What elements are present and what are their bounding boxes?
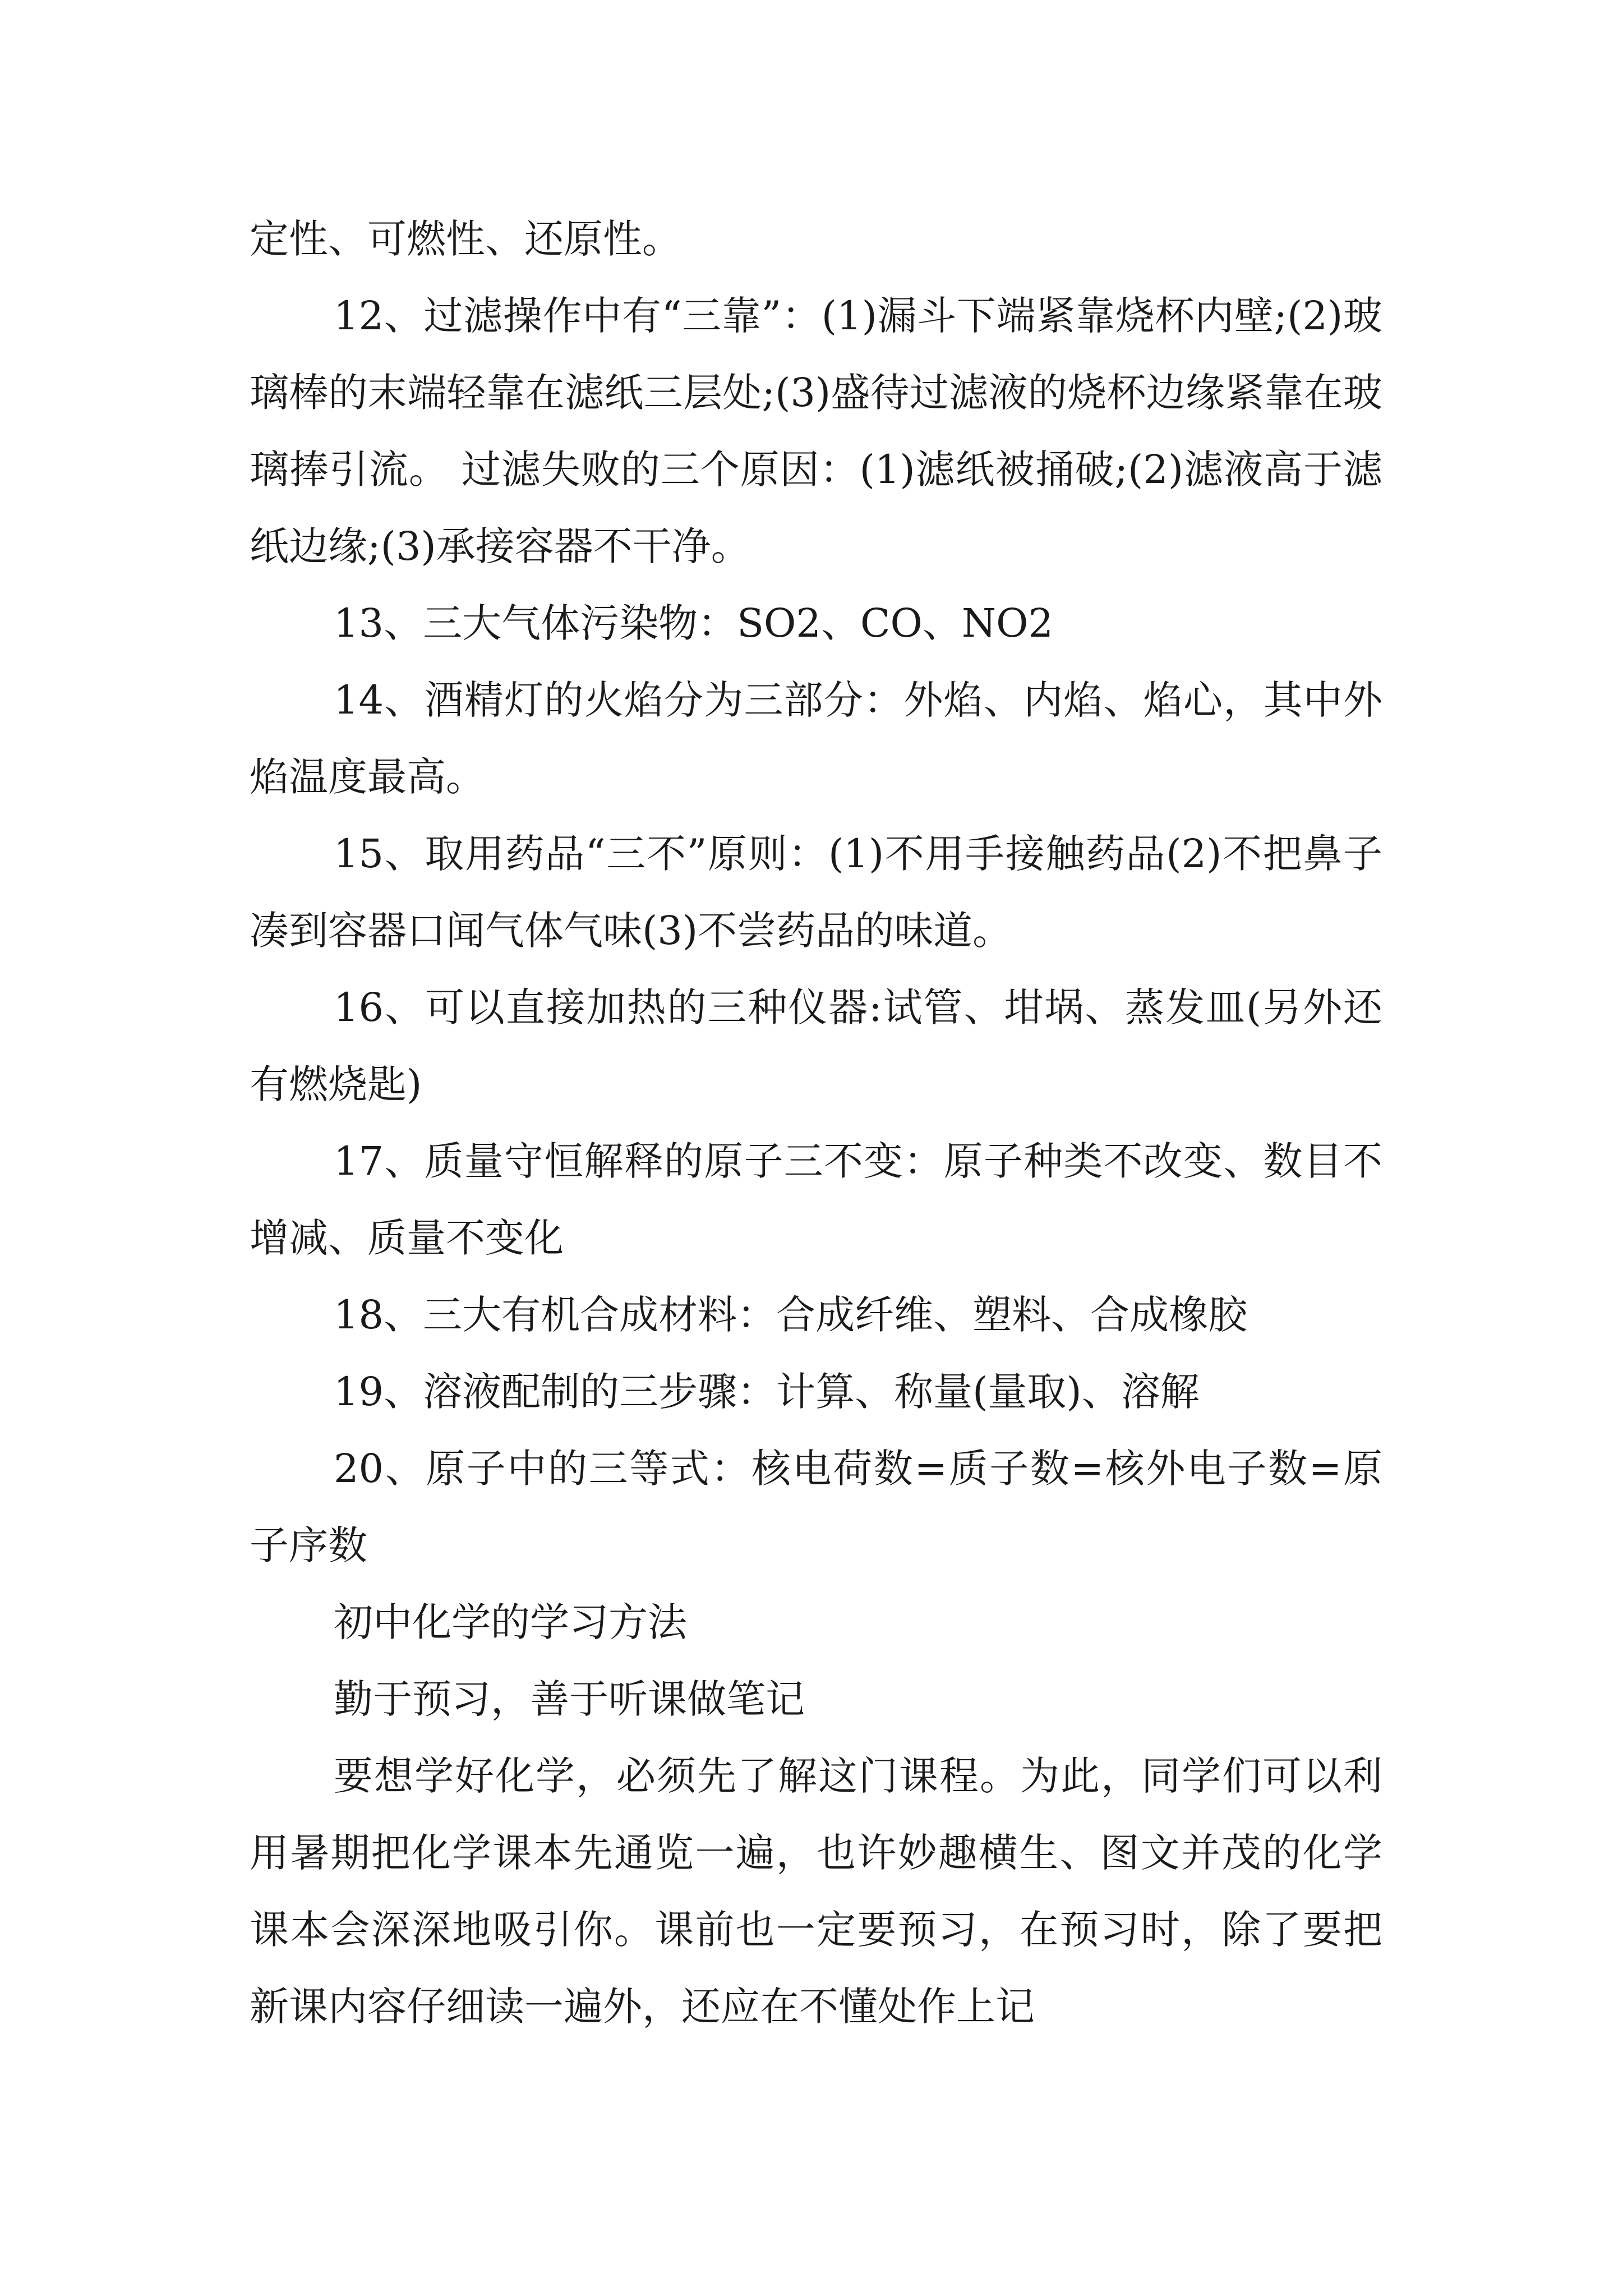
paragraph-item-17-conservation: 17、质量守恒解释的原子三不变：原子种类不改变、数目不增减、质量不变化: [250, 1138, 1382, 1261]
document-body: [250, 201, 1382, 2045]
paragraph-study-advice: 要想学好化学，必须先了解这门课程。为此，同学们可以利用暑期把化学课本先通览一遍，也许妙趣横生、图文并茂的化学课本会深深地吸引你。课前也一定要预习，在预习时，除了要把新课内容仔细读一遍外，还应在不懂处作上记: [250, 1753, 1382, 2030]
section-heading-study-methods: 初中化学的学习方法: [334, 1599, 687, 1645]
paragraph-item-19-solution: 19、溶液配制的三步骤：计算、称量(量取)、溶解: [334, 1369, 1200, 1415]
paragraph-item-13-pollutants: 13、三大气体污染物：SO2、CO、NO2: [334, 600, 1054, 646]
paragraph-continuation: 定性、可燃性、还原性。: [250, 216, 681, 262]
paragraph-item-18-materials: 18、三大有机合成材料：合成纤维、塑料、合成橡胶: [334, 1292, 1248, 1338]
subheading-preview-notes: 勤于预习，善于听课做笔记: [334, 1676, 805, 1722]
paragraph-item-12-filtration: 12、过滤操作中有“三靠”：(1)漏斗下端紧靠烧杯内壁;(2)玻璃棒的末端轻靠在滤纸三层处;(3)盛待过滤液的烧杯边缘紧靠在玻璃捧引流。 过滤失败的三个原因：(1)滤纸被捅破;(2)滤液高于滤纸边缘;(3)承接容器不干净。: [250, 293, 1382, 569]
paragraph-item-20-atom: 20、原子中的三等式：核电荷数=质子数=核外电子数=原子序数: [250, 1446, 1382, 1568]
paragraph-item-16-heating: 16、可以直接加热的三种仪器:试管、坩埚、蒸发皿(另外还有燃烧匙): [250, 984, 1382, 1107]
paragraph-item-14-flame: 14、酒精灯的火焰分为三部分：外焰、内焰、焰心，其中外焰温度最高。: [250, 677, 1382, 800]
paragraph-item-15-reagents: 15、取用药品“三不”原则：(1)不用手接触药品(2)不把鼻子凑到容器口闻气体气味(3)不尝药品的味道。: [250, 831, 1382, 954]
